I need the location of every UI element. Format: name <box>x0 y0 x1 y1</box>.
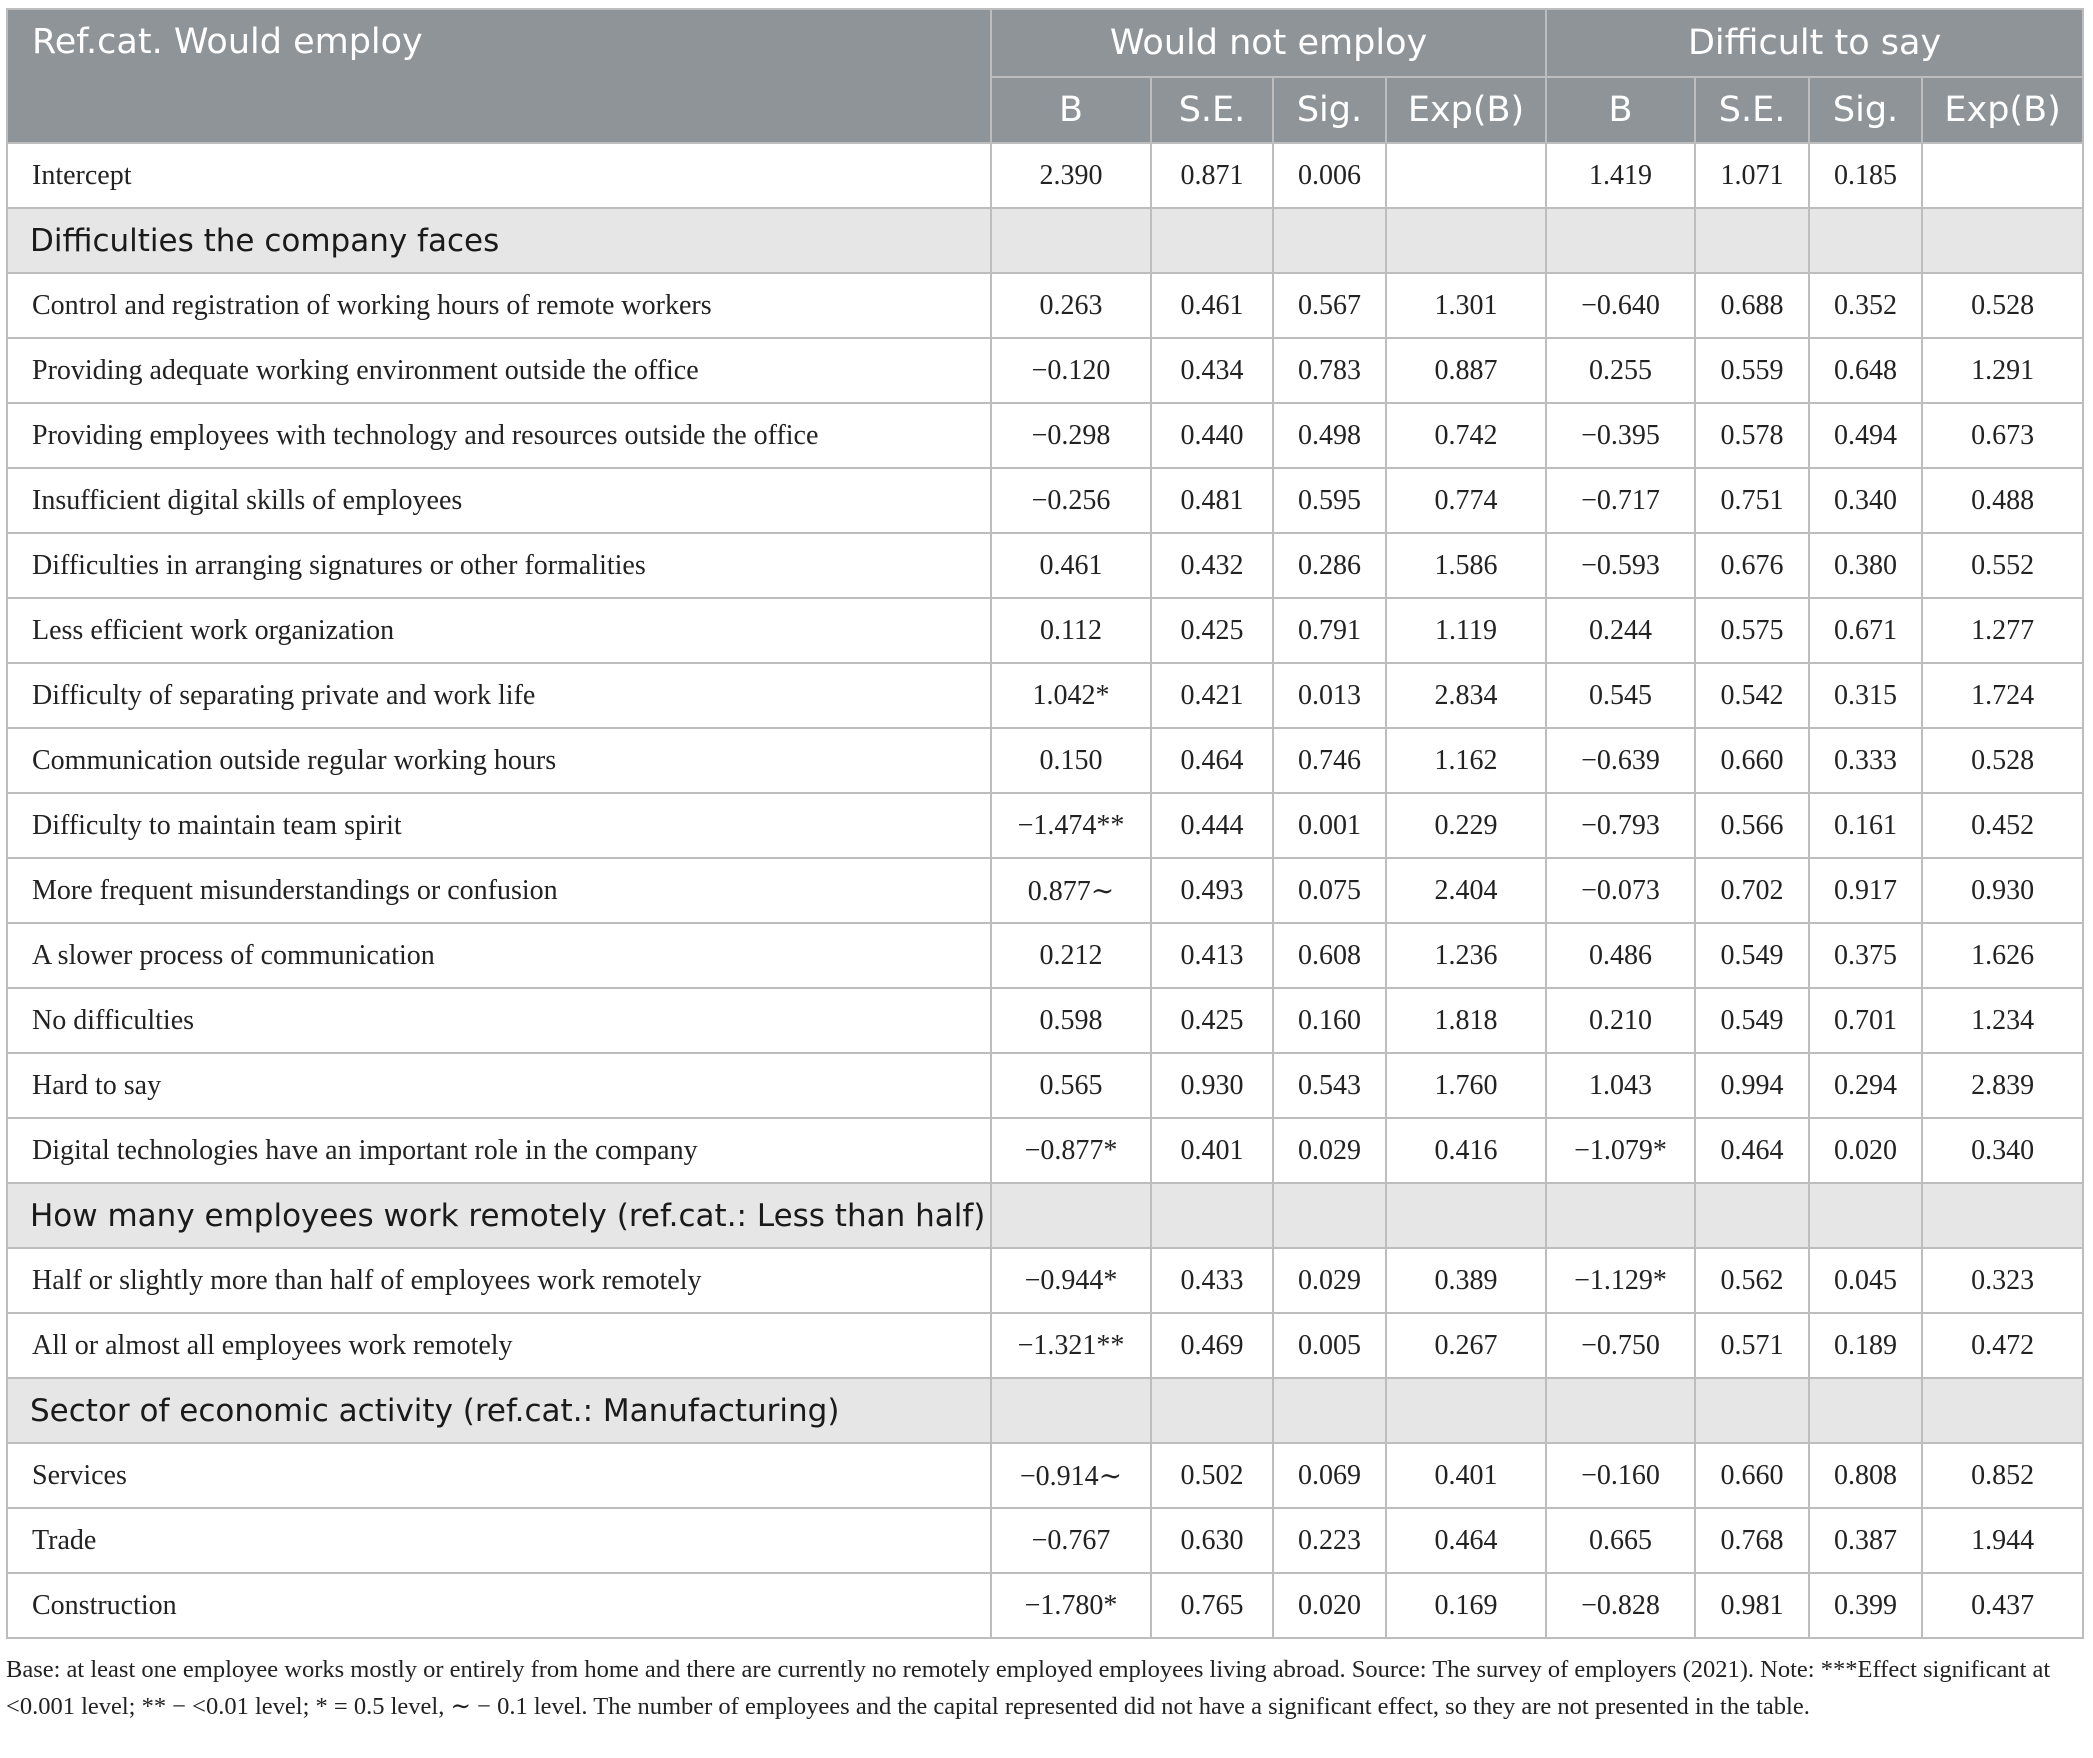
section-empty-cell <box>991 1378 1151 1443</box>
column-header: Sig. <box>1809 77 1922 143</box>
table-cell: 0.029 <box>1273 1248 1386 1313</box>
section-row <box>7 1378 2083 1443</box>
row-label: Difficulty to maintain team spirit <box>7 793 991 858</box>
table-row <box>7 598 2083 663</box>
row-label: Digital technologies have an important role in the company <box>7 1118 991 1183</box>
table-cell: 0.323 <box>1922 1248 2083 1313</box>
section-empty-cell <box>1151 1378 1273 1443</box>
table-cell: 1.724 <box>1922 663 2083 728</box>
table-cell: 0.578 <box>1695 403 1809 468</box>
table-cell: 0.267 <box>1386 1313 1546 1378</box>
row-label: Insufficient digital skills of employees <box>7 468 991 533</box>
table-cell: 0.189 <box>1809 1313 1922 1378</box>
table-cell: 0.212 <box>991 923 1151 988</box>
table-cell: 1.301 <box>1386 273 1546 338</box>
row-label: A slower process of communication <box>7 923 991 988</box>
table-cell: 0.075 <box>1273 858 1386 923</box>
section-empty-cell <box>1809 1183 1922 1248</box>
table-row <box>7 1053 2083 1118</box>
column-header: Exp(B) <box>1386 77 1546 143</box>
table-cell: 0.001 <box>1273 793 1386 858</box>
table-cell: 0.481 <box>1151 468 1273 533</box>
section-empty-cell <box>1273 208 1386 273</box>
table-cell: −1.321** <box>991 1313 1151 1378</box>
table-cell: −0.593 <box>1546 533 1695 598</box>
table-cell: −0.120 <box>991 338 1151 403</box>
table-cell: −0.828 <box>1546 1573 1695 1638</box>
table-cell: 0.416 <box>1386 1118 1546 1183</box>
table-cell: 1.162 <box>1386 728 1546 793</box>
table-cell: 0.069 <box>1273 1443 1386 1508</box>
table-cell: −0.750 <box>1546 1313 1695 1378</box>
table-cell: 0.432 <box>1151 533 1273 598</box>
table-body <box>7 143 2083 1638</box>
table-cell: 0.559 <box>1695 338 1809 403</box>
would-not-employ-header: Would not employ <box>991 9 1546 77</box>
table-cell: 0.255 <box>1546 338 1695 403</box>
table-row <box>7 858 2083 923</box>
table-cell: −0.767 <box>991 1508 1151 1573</box>
section-empty-cell <box>991 208 1151 273</box>
table-cell: 0.608 <box>1273 923 1386 988</box>
table-cell: 0.671 <box>1809 598 1922 663</box>
table-cell: 0.630 <box>1151 1508 1273 1573</box>
table-cell: 0.528 <box>1922 728 2083 793</box>
section-empty-cell <box>1151 1183 1273 1248</box>
table-cell: −1.780* <box>991 1573 1151 1638</box>
table-row <box>7 1313 2083 1378</box>
table-cell: 0.791 <box>1273 598 1386 663</box>
table-cell: 0.917 <box>1809 858 1922 923</box>
table-cell: 0.421 <box>1151 663 1273 728</box>
table-cell: 0.567 <box>1273 273 1386 338</box>
row-label: No difficulties <box>7 988 991 1053</box>
table-cell: 1.419 <box>1546 143 1695 208</box>
row-label: Half or slightly more than half of employees work remotely <box>7 1248 991 1313</box>
table-cell: 0.552 <box>1922 533 2083 598</box>
table-cell: 0.340 <box>1922 1118 2083 1183</box>
section-empty-cell <box>1546 208 1695 273</box>
table-cell: 0.676 <box>1695 533 1809 598</box>
section-empty-cell <box>1546 1183 1695 1248</box>
column-header: Exp(B) <box>1922 77 2083 143</box>
table-cell: 1.586 <box>1386 533 1546 598</box>
table-cell: −0.877* <box>991 1118 1151 1183</box>
table-cell: 0.774 <box>1386 468 1546 533</box>
table-row <box>7 793 2083 858</box>
table-cell: −0.298 <box>991 403 1151 468</box>
regression-table <box>6 8 2084 1639</box>
table-cell: 0.549 <box>1695 923 1809 988</box>
table-cell: 0.486 <box>1546 923 1695 988</box>
section-empty-cell <box>1273 1378 1386 1443</box>
table-cell: −0.793 <box>1546 793 1695 858</box>
table-cell: 0.742 <box>1386 403 1546 468</box>
row-label: Providing adequate working environment outside the office <box>7 338 991 403</box>
table-cell: 0.648 <box>1809 338 1922 403</box>
table-cell: 1.043 <box>1546 1053 1695 1118</box>
row-label: Difficulty of separating private and work life <box>7 663 991 728</box>
table-cell: 0.401 <box>1151 1118 1273 1183</box>
table-cell: 2.404 <box>1386 858 1546 923</box>
regression-table-container <box>6 8 2082 1639</box>
table-row <box>7 923 2083 988</box>
row-label: Intercept <box>7 143 991 208</box>
table-cell: 0.701 <box>1809 988 1922 1053</box>
table-cell: 0.981 <box>1695 1573 1809 1638</box>
table-cell: 0.871 <box>1151 143 1273 208</box>
table-cell: 0.340 <box>1809 468 1922 533</box>
table-row <box>7 663 2083 728</box>
row-label: Hard to say <box>7 1053 991 1118</box>
table-cell: 0.768 <box>1695 1508 1809 1573</box>
section-heading: How many employees work remotely (ref.cat.: Less than half) <box>7 1183 991 1248</box>
table-cell: 0.401 <box>1386 1443 1546 1508</box>
table-row <box>7 1248 2083 1313</box>
table-row <box>7 1118 2083 1183</box>
table-cell: 0.223 <box>1273 1508 1386 1573</box>
table-cell: 0.380 <box>1809 533 1922 598</box>
table-cell: −0.717 <box>1546 468 1695 533</box>
table-cell: 1.119 <box>1386 598 1546 663</box>
column-header: Sig. <box>1273 77 1386 143</box>
table-cell: 1.071 <box>1695 143 1809 208</box>
table-cell: −1.129* <box>1546 1248 1695 1313</box>
table-cell: 0.444 <box>1151 793 1273 858</box>
table-cell: 0.461 <box>1151 273 1273 338</box>
table-cell: 0.930 <box>1151 1053 1273 1118</box>
section-empty-cell <box>1273 1183 1386 1248</box>
table-cell: 0.852 <box>1922 1443 2083 1508</box>
table-cell: 0.660 <box>1695 1443 1809 1508</box>
row-label: More frequent misunderstandings or confusion <box>7 858 991 923</box>
table-cell: −0.640 <box>1546 273 1695 338</box>
section-empty-cell <box>1695 1183 1809 1248</box>
table-cell: 0.112 <box>991 598 1151 663</box>
table-cell: 0.562 <box>1695 1248 1809 1313</box>
table-cell: 0.352 <box>1809 273 1922 338</box>
section-empty-cell <box>1922 208 2083 273</box>
table-row <box>7 468 2083 533</box>
table-cell: 0.294 <box>1809 1053 1922 1118</box>
table-cell: 0.229 <box>1386 793 1546 858</box>
table-cell: 0.434 <box>1151 338 1273 403</box>
table-row <box>7 338 2083 403</box>
table-cell: 1.760 <box>1386 1053 1546 1118</box>
table-row <box>7 728 2083 793</box>
table-cell: 0.399 <box>1809 1573 1922 1638</box>
table-cell: 0.930 <box>1922 858 2083 923</box>
table-cell <box>1922 143 2083 208</box>
table-cell: 0.389 <box>1386 1248 1546 1313</box>
table-row <box>7 403 2083 468</box>
table-cell: 1.234 <box>1922 988 2083 1053</box>
table-cell: 0.029 <box>1273 1118 1386 1183</box>
table-cell: 0.494 <box>1809 403 1922 468</box>
table-cell: 0.472 <box>1922 1313 2083 1378</box>
table-cell: 0.542 <box>1695 663 1809 728</box>
table-cell: 0.425 <box>1151 598 1273 663</box>
table-cell: 0.161 <box>1809 793 1922 858</box>
table-cell: 0.464 <box>1695 1118 1809 1183</box>
table-cell: 0.433 <box>1151 1248 1273 1313</box>
section-empty-cell <box>1695 1378 1809 1443</box>
section-empty-cell <box>1809 1378 1922 1443</box>
table-cell: 0.493 <box>1151 858 1273 923</box>
table-cell: 0.464 <box>1386 1508 1546 1573</box>
table-cell: 1.626 <box>1922 923 2083 988</box>
section-empty-cell <box>1809 208 1922 273</box>
section-empty-cell <box>1386 208 1546 273</box>
table-cell: −0.073 <box>1546 858 1695 923</box>
table-cell: 0.751 <box>1695 468 1809 533</box>
table-row <box>7 143 2083 208</box>
table-cell: 2.839 <box>1922 1053 2083 1118</box>
table-cell: 0.020 <box>1809 1118 1922 1183</box>
section-empty-cell <box>1695 208 1809 273</box>
row-label: Less efficient work organization <box>7 598 991 663</box>
table-row <box>7 1573 2083 1638</box>
section-heading: Difficulties the company faces <box>7 208 991 273</box>
table-cell: −0.256 <box>991 468 1151 533</box>
table-cell: 0.263 <box>991 273 1151 338</box>
table-cell: 0.006 <box>1273 143 1386 208</box>
table-cell: 0.565 <box>991 1053 1151 1118</box>
table-cell: 0.452 <box>1922 793 2083 858</box>
table-cell: 0.765 <box>1151 1573 1273 1638</box>
table-cell: 1.944 <box>1922 1508 2083 1573</box>
table-cell: −0.160 <box>1546 1443 1695 1508</box>
table-cell: 0.469 <box>1151 1313 1273 1378</box>
table-header <box>7 9 2083 143</box>
table-cell: 1.277 <box>1922 598 2083 663</box>
table-cell: 0.994 <box>1695 1053 1809 1118</box>
table-cell: 0.660 <box>1695 728 1809 793</box>
table-cell: −1.079* <box>1546 1118 1695 1183</box>
table-cell: 0.575 <box>1695 598 1809 663</box>
table-cell: 0.437 <box>1922 1573 2083 1638</box>
table-cell: 0.688 <box>1695 273 1809 338</box>
table-cell: 0.020 <box>1273 1573 1386 1638</box>
table-cell: 0.333 <box>1809 728 1922 793</box>
section-empty-cell <box>1922 1183 2083 1248</box>
section-empty-cell <box>1386 1183 1546 1248</box>
table-cell: 0.045 <box>1809 1248 1922 1313</box>
table-cell <box>1386 143 1546 208</box>
reference-category-header: Ref.cat. Would employ <box>7 9 991 143</box>
table-cell: 0.498 <box>1273 403 1386 468</box>
column-header: S.E. <box>1695 77 1809 143</box>
table-cell: 0.244 <box>1546 598 1695 663</box>
table-footnote: Base: at least one employee works mostly or entirely from home and there are currently no remotely employed employees living abroad. Source: The survey of employers (2021). Note: ***Effect significant at <0.001 level; ** − <0.01 level; * = 0.5 level, ∼ − 0.1 level. The number of employees and the capital represented did not have a significant effect, so they are not presented in the table. <box>6 1656 2051 1720</box>
row-label: Providing employees with technology and resources outside the office <box>7 403 991 468</box>
table-cell: 2.390 <box>991 143 1151 208</box>
section-empty-cell <box>991 1183 1151 1248</box>
column-header: B <box>1546 77 1695 143</box>
table-cell: 0.425 <box>1151 988 1273 1053</box>
table-cell: 0.877∼ <box>991 858 1151 923</box>
table-cell: −0.639 <box>1546 728 1695 793</box>
table-cell: 0.413 <box>1151 923 1273 988</box>
table-cell: 1.291 <box>1922 338 2083 403</box>
table-cell: 0.673 <box>1922 403 2083 468</box>
table-row <box>7 1443 2083 1508</box>
table-row <box>7 988 2083 1053</box>
section-empty-cell <box>1386 1378 1546 1443</box>
table-cell: 0.545 <box>1546 663 1695 728</box>
table-cell: 0.808 <box>1809 1443 1922 1508</box>
table-cell: 0.543 <box>1273 1053 1386 1118</box>
table-cell: 0.375 <box>1809 923 1922 988</box>
section-empty-cell <box>1922 1378 2083 1443</box>
table-cell: 0.488 <box>1922 468 2083 533</box>
table-cell: 0.169 <box>1386 1573 1546 1638</box>
table-cell: 0.464 <box>1151 728 1273 793</box>
row-label: Communication outside regular working hours <box>7 728 991 793</box>
table-cell: −0.395 <box>1546 403 1695 468</box>
table-cell: 1.818 <box>1386 988 1546 1053</box>
row-label: Control and registration of working hours of remote workers <box>7 273 991 338</box>
row-label: Difficulties in arranging signatures or other formalities <box>7 533 991 598</box>
column-header: S.E. <box>1151 77 1273 143</box>
table-cell: 0.528 <box>1922 273 2083 338</box>
table-cell: −0.944* <box>991 1248 1151 1313</box>
table-cell: 0.502 <box>1151 1443 1273 1508</box>
section-empty-cell <box>1546 1378 1695 1443</box>
table-row <box>7 1508 2083 1573</box>
table-cell: 0.665 <box>1546 1508 1695 1573</box>
table-cell: 0.013 <box>1273 663 1386 728</box>
row-label: Services <box>7 1443 991 1508</box>
table-cell: 0.595 <box>1273 468 1386 533</box>
table-cell: 1.042* <box>991 663 1151 728</box>
table-cell: 0.160 <box>1273 988 1386 1053</box>
row-label: Trade <box>7 1508 991 1573</box>
table-cell: −1.474** <box>991 793 1151 858</box>
row-label: Construction <box>7 1573 991 1638</box>
table-cell: 2.834 <box>1386 663 1546 728</box>
table-cell: 0.387 <box>1809 1508 1922 1573</box>
table-cell: 0.185 <box>1809 143 1922 208</box>
table-cell: −0.914∼ <box>991 1443 1151 1508</box>
table-cell: 0.571 <box>1695 1313 1809 1378</box>
section-empty-cell <box>1151 208 1273 273</box>
table-cell: 0.887 <box>1386 338 1546 403</box>
table-cell: 0.566 <box>1695 793 1809 858</box>
table-cell: 0.440 <box>1151 403 1273 468</box>
section-heading: Sector of economic activity (ref.cat.: Manufacturing) <box>7 1378 991 1443</box>
row-label: All or almost all employees work remotely <box>7 1313 991 1378</box>
column-header: B <box>991 77 1151 143</box>
table-cell: 0.210 <box>1546 988 1695 1053</box>
table-cell: 0.549 <box>1695 988 1809 1053</box>
table-cell: 0.315 <box>1809 663 1922 728</box>
table-cell: 0.005 <box>1273 1313 1386 1378</box>
table-cell: 1.236 <box>1386 923 1546 988</box>
table-cell: 0.461 <box>991 533 1151 598</box>
table-row <box>7 533 2083 598</box>
table-cell: 0.150 <box>991 728 1151 793</box>
section-row <box>7 1183 2083 1248</box>
table-cell: 0.702 <box>1695 858 1809 923</box>
section-row <box>7 208 2083 273</box>
table-row <box>7 273 2083 338</box>
table-cell: 0.286 <box>1273 533 1386 598</box>
difficult-to-say-header: Difficult to say <box>1546 9 2083 77</box>
table-cell: 0.783 <box>1273 338 1386 403</box>
table-cell: 0.598 <box>991 988 1151 1053</box>
table-cell: 0.746 <box>1273 728 1386 793</box>
